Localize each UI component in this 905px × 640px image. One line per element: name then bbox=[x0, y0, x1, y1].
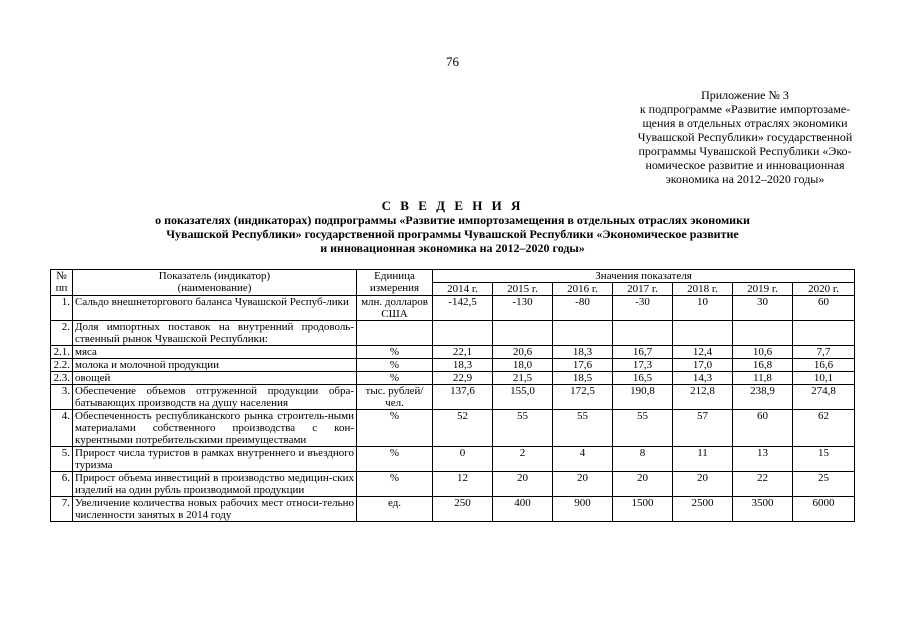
indicator-value: 52 bbox=[433, 410, 493, 447]
appendix-note bbox=[600, 88, 890, 186]
indicator-value: 20 bbox=[493, 472, 553, 497]
unit-of-measure bbox=[357, 321, 433, 346]
row-number: 2. bbox=[51, 321, 73, 346]
indicator-value: 16,6 bbox=[793, 359, 855, 372]
row-number: 1. bbox=[51, 296, 73, 321]
indicator-value: 60 bbox=[733, 410, 793, 447]
indicator-value: -80 bbox=[553, 296, 613, 321]
row-number: 6. bbox=[51, 472, 73, 497]
appendix-line: программы Чувашской Республики «Эко- bbox=[638, 144, 852, 158]
indicator-value: 172,5 bbox=[553, 385, 613, 410]
indicator-value: 12 bbox=[433, 472, 493, 497]
header-unit-line: измерения bbox=[369, 282, 420, 294]
indicator-value: 238,9 bbox=[733, 385, 793, 410]
row-number: 4. bbox=[51, 410, 73, 447]
unit-of-measure: % bbox=[357, 410, 433, 447]
indicator-value: 400 bbox=[493, 497, 553, 522]
indicator-value: 16,8 bbox=[733, 359, 793, 372]
indicator-value: 20,6 bbox=[493, 346, 553, 359]
indicator-value bbox=[553, 321, 613, 346]
indicator-value bbox=[613, 321, 673, 346]
document-title: С В Е Д Е Н И Я bbox=[381, 198, 524, 213]
header-year: 2020 г. bbox=[793, 283, 855, 296]
header-number-line: № bbox=[56, 270, 67, 282]
indicator-value bbox=[433, 321, 493, 346]
appendix-line: к подпрограмме «Развитие импортозаме- bbox=[639, 102, 851, 116]
header-indicator-line: Показатель (индикатор) bbox=[158, 270, 271, 282]
header-row bbox=[51, 270, 855, 283]
indicator-value: 16,7 bbox=[613, 346, 673, 359]
indicator-value: 62 bbox=[793, 410, 855, 447]
table-row bbox=[51, 359, 855, 372]
indicator-value bbox=[673, 321, 733, 346]
indicator-name: Прирост числа туристов в рамках внутреннего и въездного туризма bbox=[73, 447, 357, 472]
indicator-value: 8 bbox=[613, 447, 673, 472]
header-number-line: пп bbox=[55, 282, 68, 294]
header-unit bbox=[357, 270, 433, 296]
table-row bbox=[51, 385, 855, 410]
row-number: 5. bbox=[51, 447, 73, 472]
indicator-name: мяса bbox=[73, 346, 357, 359]
header-values-group: Значения показателя bbox=[433, 270, 855, 283]
indicator-value: 2 bbox=[493, 447, 553, 472]
indicator-value: 4 bbox=[553, 447, 613, 472]
indicator-value: 10,1 bbox=[793, 372, 855, 385]
table-header bbox=[51, 270, 855, 296]
indicator-value: 6000 bbox=[793, 497, 855, 522]
table-row bbox=[51, 472, 855, 497]
document-subtitle-line: Чувашской Республики» государственной программы Чувашской Республики «Экономическое развитие bbox=[166, 227, 739, 241]
indicator-value: -30 bbox=[613, 296, 673, 321]
appendix-line: щения в отдельных отраслях экономики bbox=[642, 116, 848, 130]
table-row bbox=[51, 372, 855, 385]
indicator-value: 212,8 bbox=[673, 385, 733, 410]
unit-of-measure: % bbox=[357, 372, 433, 385]
header-year: 2019 г. bbox=[733, 283, 793, 296]
header-year: 2016 г. bbox=[553, 283, 613, 296]
indicator-value: 22,1 bbox=[433, 346, 493, 359]
indicator-value bbox=[793, 321, 855, 346]
indicator-value: 10,6 bbox=[733, 346, 793, 359]
row-number: 7. bbox=[51, 497, 73, 522]
header-indicator bbox=[73, 270, 357, 296]
indicator-value: 57 bbox=[673, 410, 733, 447]
header-year: 2015 г. bbox=[493, 283, 553, 296]
indicator-value: 18,3 bbox=[433, 359, 493, 372]
header-number bbox=[51, 270, 73, 296]
indicator-value: 10 bbox=[673, 296, 733, 321]
unit-of-measure: ед. bbox=[357, 497, 433, 522]
indicator-value: 20 bbox=[673, 472, 733, 497]
indicator-value: 3500 bbox=[733, 497, 793, 522]
indicator-value: 900 bbox=[553, 497, 613, 522]
table-row bbox=[51, 410, 855, 447]
indicator-value: 17,3 bbox=[613, 359, 673, 372]
document-subtitle-line: и инновационная экономика на 2012–2020 годы» bbox=[320, 241, 585, 255]
indicator-value: -142,5 bbox=[433, 296, 493, 321]
row-number: 2.3. bbox=[51, 372, 73, 385]
indicator-value: 1500 bbox=[613, 497, 673, 522]
indicator-value: 250 bbox=[433, 497, 493, 522]
indicator-value: 2500 bbox=[673, 497, 733, 522]
indicator-value: 11,8 bbox=[733, 372, 793, 385]
indicators-table bbox=[50, 269, 855, 522]
indicator-value: 30 bbox=[733, 296, 793, 321]
indicator-value: -130 bbox=[493, 296, 553, 321]
indicator-value: 18,3 bbox=[553, 346, 613, 359]
indicator-value: 274,8 bbox=[793, 385, 855, 410]
table-row bbox=[51, 497, 855, 522]
indicator-value: 20 bbox=[613, 472, 673, 497]
unit-of-measure: % bbox=[357, 472, 433, 497]
indicator-value: 55 bbox=[613, 410, 673, 447]
row-number: 2.1. bbox=[51, 346, 73, 359]
header-year: 2018 г. bbox=[673, 283, 733, 296]
indicator-value: 55 bbox=[553, 410, 613, 447]
indicator-value: 60 bbox=[793, 296, 855, 321]
indicator-name: Сальдо внешнеторгового баланса Чувашской Респуб-лики bbox=[73, 296, 357, 321]
unit-of-measure: % bbox=[357, 346, 433, 359]
indicator-value: 17,6 bbox=[553, 359, 613, 372]
indicator-value: 7,7 bbox=[793, 346, 855, 359]
row-number: 2.2. bbox=[51, 359, 73, 372]
unit-of-measure: % bbox=[357, 359, 433, 372]
header-indicator-line: (наименование) bbox=[177, 282, 252, 294]
appendix-line: номическое развитие и инновационная bbox=[645, 158, 845, 172]
table-row bbox=[51, 321, 855, 346]
indicator-value: 16,5 bbox=[613, 372, 673, 385]
indicator-value: 137,6 bbox=[433, 385, 493, 410]
indicator-name: Доля импортных поставок на внутренний продоволь-ственный рынок Чувашской Республики: bbox=[73, 321, 357, 346]
indicator-value: 190,8 bbox=[613, 385, 673, 410]
indicator-value: 11 bbox=[673, 447, 733, 472]
unit-of-measure: % bbox=[357, 447, 433, 472]
indicator-value: 20 bbox=[553, 472, 613, 497]
indicator-value: 21,5 bbox=[493, 372, 553, 385]
indicator-value: 22 bbox=[733, 472, 793, 497]
indicator-value: 155,0 bbox=[493, 385, 553, 410]
header-year: 2014 г. bbox=[433, 283, 493, 296]
indicator-value: 12,4 bbox=[673, 346, 733, 359]
unit-of-measure: млн. долларов США bbox=[357, 296, 433, 321]
table-row bbox=[51, 296, 855, 321]
page-number: 76 bbox=[446, 54, 459, 69]
indicator-value: 18,5 bbox=[553, 372, 613, 385]
indicator-value bbox=[493, 321, 553, 346]
indicator-value: 13 bbox=[733, 447, 793, 472]
indicator-value: 18,0 bbox=[493, 359, 553, 372]
header-year: 2017 г. bbox=[613, 283, 673, 296]
indicator-value: 14,3 bbox=[673, 372, 733, 385]
indicator-name: Обеспечение объемов отгруженной продукции обра-батывающих производств на душу населения bbox=[73, 385, 357, 410]
document-subtitle-line: о показателях (индикаторах) подпрограммы «Развитие импортозамещения в отдельных отраслях экономики bbox=[155, 213, 750, 227]
table-body bbox=[51, 296, 855, 522]
indicator-name: Увеличение количества новых рабочих мест относи-тельно численности занятых в 2014 году bbox=[73, 497, 357, 522]
indicator-value: 55 bbox=[493, 410, 553, 447]
indicator-value: 15 bbox=[793, 447, 855, 472]
indicator-value: 17,0 bbox=[673, 359, 733, 372]
header-unit-line: Единица bbox=[374, 270, 415, 282]
document-heading bbox=[0, 198, 905, 255]
indicator-value: 25 bbox=[793, 472, 855, 497]
appendix-line: экономика на 2012–2020 годы» bbox=[665, 172, 825, 186]
indicator-name: молока и молочной продукции bbox=[73, 359, 357, 372]
unit-of-measure: тыс. рублей/ чел. bbox=[357, 385, 433, 410]
indicator-value: 0 bbox=[433, 447, 493, 472]
indicator-name: овощей bbox=[73, 372, 357, 385]
table-row bbox=[51, 447, 855, 472]
row-number: 3. bbox=[51, 385, 73, 410]
indicator-name: Обеспеченность республиканского рынка строитель-ными материалами собственного производства с кон-курентными потребительскими преимуществами bbox=[73, 410, 357, 447]
appendix-line: Чувашской Республики» государственной bbox=[637, 130, 853, 144]
indicator-value bbox=[733, 321, 793, 346]
table-row bbox=[51, 346, 855, 359]
indicator-name: Прирост объема инвестиций в производство медицин-ских изделий на один рубль производимой продукции bbox=[73, 472, 357, 497]
appendix-line: Приложение № 3 bbox=[701, 88, 789, 102]
indicator-value: 22,9 bbox=[433, 372, 493, 385]
